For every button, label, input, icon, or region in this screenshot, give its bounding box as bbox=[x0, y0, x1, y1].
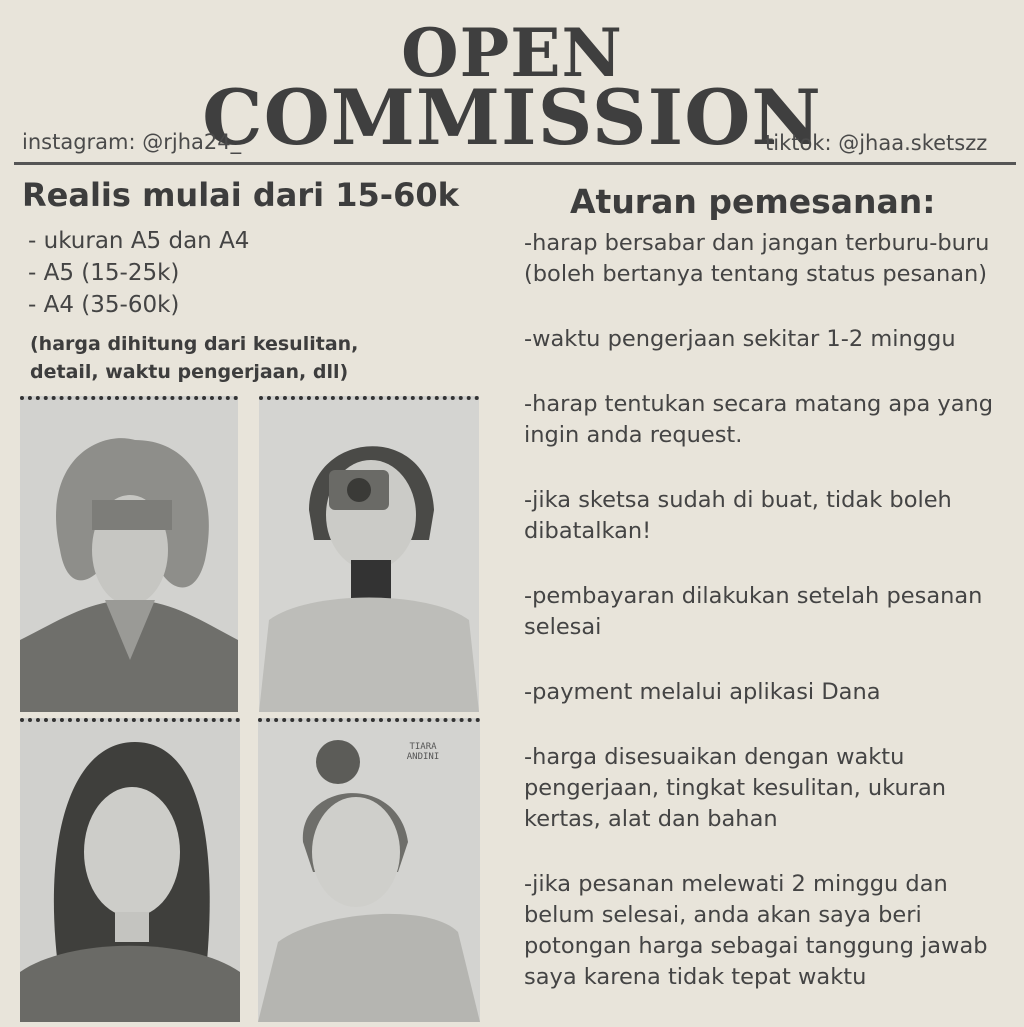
rule-item: -harap tentukan secara matang apa yang ingin anda request. bbox=[524, 391, 994, 448]
pricing-note bbox=[30, 330, 410, 386]
sketch-image-2 bbox=[259, 396, 479, 712]
pricing-item: - A5 (15-25k) bbox=[28, 260, 180, 286]
sketch-image-4 bbox=[258, 718, 480, 1022]
pricing-item: - ukuran A5 dan A4 bbox=[28, 228, 250, 254]
rules-list bbox=[524, 228, 1019, 1027]
sketch-image-1 bbox=[20, 396, 238, 712]
instagram-handle: instagram: @rjha24_ bbox=[22, 130, 242, 154]
rule-item: -jika sketsa sudah di buat, tidak boleh dibatalkan! bbox=[524, 487, 952, 544]
pricing-item: - A4 (35-60k) bbox=[28, 292, 180, 318]
rules-heading: Aturan pemesanan: bbox=[570, 182, 936, 221]
pricing-note-line: detail, waktu pengerjaan, dll) bbox=[30, 361, 349, 383]
rule-item: -waktu pengerjaan sekitar 1-2 minggu bbox=[524, 326, 956, 352]
tiktok-handle: tiktok: @jhaa.sketszz bbox=[765, 131, 988, 155]
pricing-heading: Realis mulai dari 15-60k bbox=[22, 176, 459, 214]
rule-item: -pembayaran dilakukan setelah pesanan selesai bbox=[524, 583, 983, 640]
header-divider bbox=[14, 162, 1016, 165]
title-open: OPEN bbox=[401, 14, 623, 92]
title-commission: COMMISSION bbox=[202, 73, 822, 162]
sketch-image-3 bbox=[20, 718, 240, 1022]
rule-item: -harga disesuaikan dengan waktu pengerjaan, tingkat kesulitan, ukuran kertas, alat dan bahan bbox=[524, 744, 947, 832]
rule-item: -harap bersabar dan jangan terburu-buru (boleh bertanya tentang status pesanan) bbox=[524, 230, 990, 287]
sketch-caption: TIARA ANDINI bbox=[406, 742, 440, 762]
rule-item: -payment melalui aplikasi Dana bbox=[524, 679, 881, 705]
rule-item: -jika pesanan melewati 2 minggu dan belum selesai, anda akan saya beri potongan harga sebagai tanggung jawab saya karena tidak tepat waktu bbox=[524, 871, 988, 990]
pricing-note-line: (harga dihitung dari kesulitan, bbox=[30, 333, 359, 355]
